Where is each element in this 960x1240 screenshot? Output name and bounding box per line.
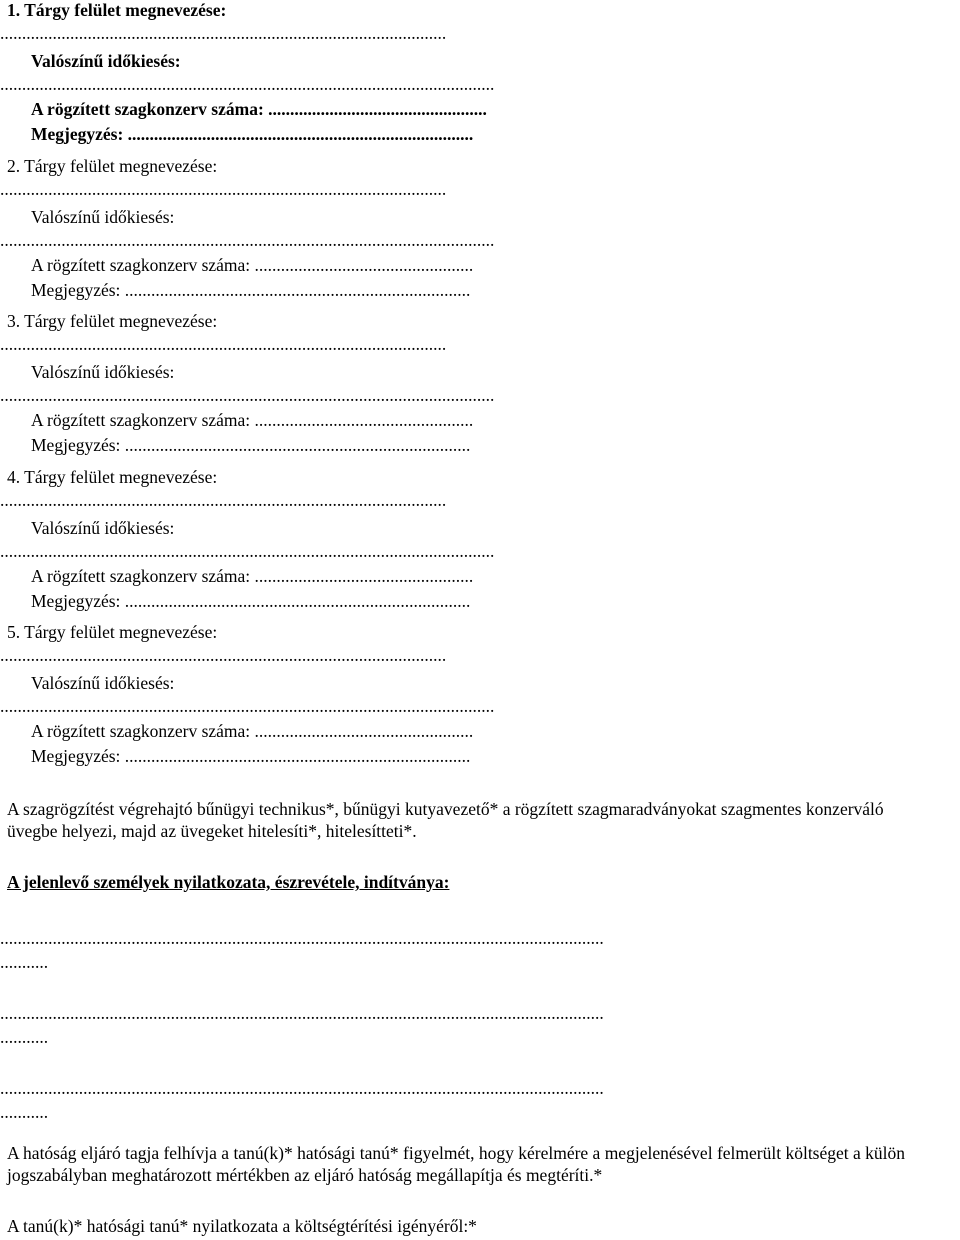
authority-paragraph: A hatóság eljáró tagja felhívja a tanú(k)* hatósági tanú* figyelmét, hogy kérelmére a megjelenésével felmerült költséget a külön jogszabályban meghatározott mértékben az eljáró hatóság megállapítja és megtéríti.* <box>7 1143 906 1185</box>
item-title: 5. Tárgy felület megnevezése: <box>7 622 218 642</box>
statement-line-short: ........... <box>0 1102 49 1122</box>
item-sample-line: A rögzített szagkonzerv száma: .................................................. <box>31 99 487 119</box>
item-note-line: Megjegyzés: ............................................................................... <box>31 124 474 144</box>
item-sample-line: A rögzített szagkonzerv száma: .................................................. <box>31 410 474 430</box>
item-sample-line: A rögzített szagkonzerv száma: .................................................. <box>31 721 474 741</box>
item-sample-line: A rögzített szagkonzerv száma: .................................................. <box>31 255 474 275</box>
item-sample-line: A rögzített szagkonzerv száma: .................................................. <box>31 566 474 586</box>
item-loss-label: Valószínű időkiesés: <box>31 673 175 693</box>
witness-cost-label: A tanú(k)* hatósági tanú* nyilatkozata a költségtérítési igényéről:* <box>7 1216 477 1236</box>
item-loss-label: Valószínű időkiesés: <box>31 362 175 382</box>
item-title: 1. Tárgy felület megnevezése: <box>7 0 227 20</box>
item-loss-dots: ................................................................................................................. <box>0 696 495 716</box>
statement-line-short: ........... <box>0 1027 49 1047</box>
item-note-line: Megjegyzés: ............................................................................... <box>31 280 471 300</box>
item-note-line: Megjegyzés: ............................................................................... <box>31 746 471 766</box>
item-loss-dots: ................................................................................................................. <box>0 230 495 250</box>
item-loss-label: Valószínű időkiesés: <box>31 51 181 71</box>
technician-paragraph: A szagrögzítést végrehajtó bűnügyi technikus*, bűnügyi kutyavezető* a rögzített szagmaradványokat szagmentes konzerváló üvegbe helyezi, majd az üvegeket hitelesíti*, hitelesítteti*. <box>7 799 884 841</box>
item-note-line: Megjegyzés: ............................................................................... <box>31 435 471 455</box>
item-title: 2. Tárgy felület megnevezése: <box>7 156 218 176</box>
statement-line-long: .......................................................................................................................................... <box>0 928 604 948</box>
item-title: 4. Tárgy felület megnevezése: <box>7 467 218 487</box>
item-title-dots: ...................................................................................................... <box>0 23 447 43</box>
statement-line-long: .......................................................................................................................................... <box>0 1003 604 1023</box>
item-title: 3. Tárgy felület megnevezése: <box>7 311 218 331</box>
item-loss-dots: ................................................................................................................. <box>0 541 495 561</box>
statement-heading: A jelenlevő személyek nyilatkozata, észrevétele, indítványa: <box>7 872 450 892</box>
item-loss-label: Valószínű időkiesés: <box>31 207 175 227</box>
item-title-dots: ...................................................................................................... <box>0 179 447 199</box>
item-title-dots: ...................................................................................................... <box>0 334 447 354</box>
item-loss-label: Valószínű időkiesés: <box>31 518 175 538</box>
item-loss-dots: ................................................................................................................. <box>0 74 495 94</box>
item-loss-dots: ................................................................................................................. <box>0 385 495 405</box>
statement-line-short: ........... <box>0 952 49 972</box>
statement-line-long: .......................................................................................................................................... <box>0 1078 604 1098</box>
item-title-dots: ...................................................................................................... <box>0 490 447 510</box>
item-title-dots: ...................................................................................................... <box>0 645 447 665</box>
item-note-line: Megjegyzés: ............................................................................... <box>31 591 471 611</box>
